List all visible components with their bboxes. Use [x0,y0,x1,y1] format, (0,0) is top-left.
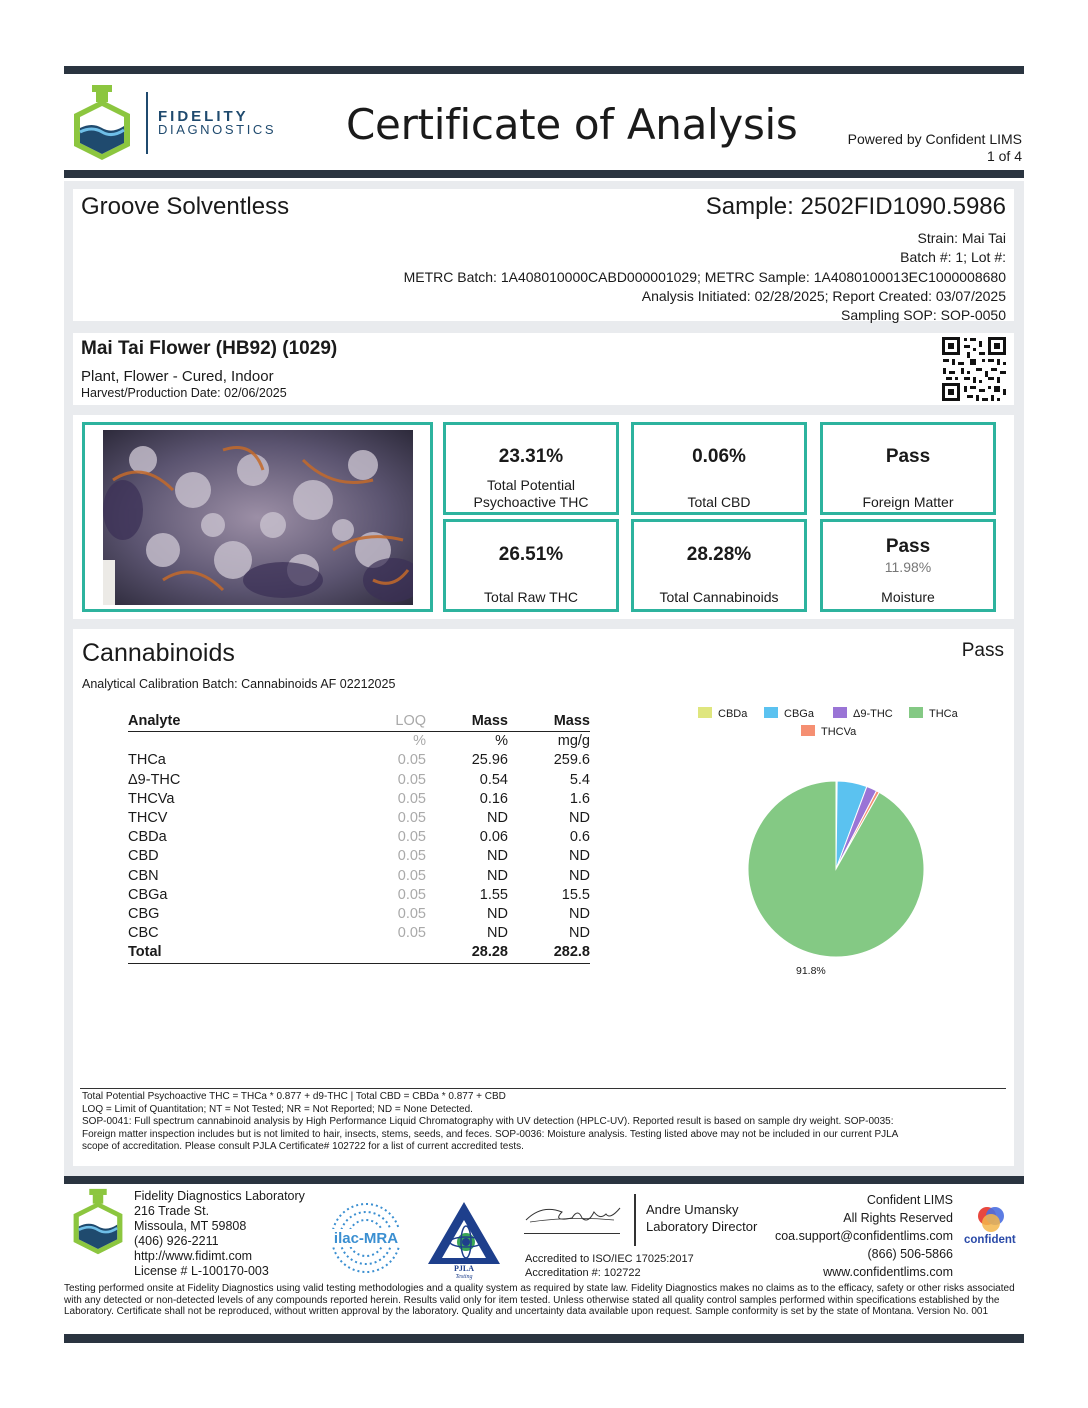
analyte: CBN [128,867,159,884]
mass-pct: ND [487,867,508,884]
col-mass-pct: Mass [426,712,508,732]
legend-label: CBDa [718,708,748,720]
lab-city: Missoula, MT 59808 [134,1219,247,1233]
summary-box-total-thc [443,422,619,515]
col-loq: LOQ [378,712,426,732]
unit-analyte [128,732,378,752]
mass-pct: 1.55 [479,886,508,903]
table-header [128,712,590,732]
summary-label: Total CBD [687,494,751,510]
accreditation-standard: Accredited to ISO/IEC 17025:2017 [525,1253,694,1265]
lab-website: http://www.fidimt.com [134,1249,253,1263]
legend-swatch [764,707,778,718]
unit-loq: % [413,733,426,750]
summary-label: Moisture [881,589,935,605]
legend-swatch [698,707,712,718]
analyte: Δ9-THC [128,771,181,788]
mass-mg: ND [569,925,590,942]
loq: 0.05 [397,829,426,846]
confident-info [775,1191,953,1281]
table-row [128,905,590,924]
summary-value: Pass [885,536,931,557]
summary-label: Total Raw THC [484,589,578,605]
summary-label [446,477,616,511]
table-row [128,790,590,809]
legend-item-thcva [801,725,856,738]
director-info [646,1201,757,1235]
summary-label: Total Cannabinoids [659,589,779,605]
mass-mg: ND [569,848,590,865]
powered-by-text: Powered by Confident LIMS [847,131,1022,147]
confident-name: Confident LIMS [866,1193,953,1207]
col-analyte: Analyte [128,712,378,732]
confident-logo-text: confident [964,1234,1016,1246]
mass-mg: 15.5 [561,886,590,903]
total-row [128,943,590,963]
fidelity-footer-logo-icon [70,1188,126,1256]
signature-line [524,1233,620,1234]
loq: 0.05 [397,752,426,769]
harvest-date: Harvest/Production Date: 02/06/2025 [81,386,287,400]
ilac-mra-logo-icon [328,1202,404,1274]
mass-pct: 25.96 [471,752,508,769]
mass-mg: 259.6 [553,752,590,769]
pjla-subtext: Testing [455,1274,473,1280]
metrc-ids: METRC Batch: 1A408010000CABD000001029; METRC Sample: 1A4080100013EC1000008680 [403,268,1006,285]
analyte: Total [128,943,378,963]
confident-email: coa.support@confidentlims.com [774,1229,953,1243]
loq: 0.05 [397,886,426,903]
flower-image [103,430,413,605]
note-line: Total Potential Psychoactive THC = THCa * 0.877 + d9-THC | Total CBD = CBDa * 0.877 + CBD [82,1091,506,1102]
summary-value: Pass [885,446,931,467]
table-row [128,847,590,866]
analysis-dates: Analysis Initiated: 02/28/2025; Report Created: 03/07/2025 [641,287,1006,304]
table-row [128,771,590,790]
summary-box-raw-thc [443,519,619,612]
legend-swatch [909,707,923,718]
summary-value: 28.28% [686,544,752,565]
summary-value: 26.51% [498,544,564,565]
accreditation-info [525,1252,694,1280]
summary-value: 23.31% [498,446,564,467]
mass-mg: ND [569,810,590,827]
legend-label: Δ9-THC [853,708,893,720]
mass-mg: ND [569,867,590,884]
product-name: Mai Tai Flower (HB92) (1029) [81,338,338,359]
confident-website: www.confidentlims.com [823,1265,953,1279]
pie-slice-thca [748,781,924,957]
summary-label-line2: Psychoactive THC [473,494,589,510]
top-bar [64,66,1024,74]
qr-code-icon [941,336,1007,402]
footer-bottom-bar [64,1334,1024,1343]
summary-value: 0.06% [692,446,746,467]
ilac-text: ilac-MRA [333,1230,399,1247]
strain: Strain: Mai Tai [917,230,1006,246]
summary-label-line1: Total Potential [487,477,575,493]
mass-pct: ND [487,906,508,923]
confident-phone: (866) 506-5866 [867,1247,953,1261]
fidelity-logo-icon [70,84,134,162]
mass-mg: 0.6 [569,829,590,846]
loq: 0.05 [397,867,426,884]
note-line: scope of accreditation. Please consult PJLA Certificate# 102722 for a list of current accredited tests. [82,1141,524,1153]
table-row [128,867,590,886]
legend-swatch [833,707,847,718]
legend-label: THCVa [821,726,857,738]
analyte: CBDa [128,829,167,846]
loq: 0.05 [397,771,426,788]
mass-pct: ND [487,848,508,865]
lab-name: Fidelity Diagnostics Laboratory [134,1189,305,1203]
brand-name: FIDELITY [158,108,249,125]
pjla-text: PJLA [454,1264,474,1273]
loq: 0.05 [397,790,426,807]
legend-swatch [801,725,815,736]
mass-pct: 28.28 [426,943,508,963]
summary-box-foreign-matter [820,422,996,515]
disclaimer: Testing performed onsite at Fidelity Diagnostics using valid testing methodologies and a quality system as required by state law. Fidelity Diagnostics makes no claims as to the efficacy, safety or other risks associated with any detected or non-detected levels of any compounds reported herein. Results valid only for item tested. Unless otherwise stated all quality control samples performed within specifications established by the Laboratory. Certificate shall not be reproduced, without written approval by the laboratory. Quality and uncertainty data available upon request. Sample conformity is set by the state of Montana. Version No. 001 [64,1283,1015,1318]
footer-top-bar [64,1176,1024,1184]
analyte: THCa [128,752,166,769]
signature-image [522,1198,622,1230]
method-notes [82,1091,1012,1154]
client-panel [64,181,1024,331]
table-row [128,751,590,770]
unit-mg: mg/g [557,733,590,750]
powered-by [848,131,1022,165]
analyte: CBG [128,906,160,923]
summary-box-moisture [820,519,996,612]
mass-pct: ND [487,810,508,827]
loq: 0.05 [397,906,426,923]
page-title: Certificate of Analysis [346,100,798,149]
confident-logo-icon [976,1204,1006,1234]
header-bottom-bar [64,170,1024,178]
mass-pct: 0.54 [479,771,508,788]
client-card [73,189,1014,324]
sample-id: Sample: 2502FID1090.5986 [705,193,1006,220]
note-line: LOQ = Limit of Quantitation; NT = Not Tested; NR = Not Reported; ND = None Detected. [82,1103,473,1115]
pjla-logo-icon [426,1200,502,1280]
note-line: SOP-0041: Full spectrum cannabinoid analysis by High Performance Liquid Chromatography with UV detection (HPLC-UV). Reported result is based on sample dry weight. SOP-0035: [82,1116,894,1128]
units-row [128,732,590,752]
table-row [128,809,590,828]
summary-label: Foreign Matter [862,494,954,510]
legend-item-cbga [764,707,814,720]
legend-item-d9thc [833,707,893,720]
lab-phone: (406) 926-2211 [134,1234,219,1248]
mass-mg: 5.4 [569,771,590,788]
brand-divider [146,92,148,154]
sampling-sop: Sampling SOP: SOP-0050 [841,307,1006,324]
cannabinoid-pie-chart [740,773,932,965]
calibration-batch: Analytical Calibration Batch: Cannabinoids AF 02212025 [82,677,396,691]
analyte: THCVa [128,790,175,807]
mass-mg: 282.8 [508,943,590,963]
section-status: Pass [961,640,1004,661]
analyte: THCV [128,810,168,827]
accreditation-number: Accreditation #: 102722 [525,1267,641,1279]
loq: 0.05 [397,848,426,865]
director-name: Andre Umansky [646,1202,739,1217]
analyte: CBC [128,925,159,942]
col-mass-mg: Mass [508,712,590,732]
client-name: Groove Solventless [81,193,290,220]
page-number: 1 of 4 [986,148,1022,164]
table-row [128,828,590,847]
signature-divider [634,1194,636,1246]
lab-info [134,1189,305,1279]
analyte: CBD [128,848,159,865]
legend-item-thca [909,707,958,720]
mass-mg: 1.6 [569,790,590,807]
section-title: Cannabinoids [82,639,235,667]
legend-item-cbda [698,707,747,720]
cannabinoids-table [128,712,590,964]
summary-subvalue: 11.98% [884,559,932,575]
sample-details [404,229,1006,325]
loq: 0.05 [397,925,426,942]
legend-label: CBGa [784,708,814,720]
product-photo [82,422,433,612]
notes-divider [80,1088,1006,1089]
unit-pct: % [495,733,508,750]
loq [378,943,426,963]
lab-street: 216 Trade St. [134,1204,210,1218]
loq: 0.05 [397,810,426,827]
legend-label: THCa [929,708,958,720]
confident-rights: All Rights Reserved [843,1211,953,1225]
summary-box-total-cbd [631,422,807,515]
pie-data-label: 91.8% [796,965,826,977]
batch-lot: Batch #: 1; Lot #: [900,249,1006,266]
analyte: CBGa [128,886,168,903]
mass-pct: 0.06 [479,829,508,846]
table-row [128,886,590,905]
mass-pct: 0.16 [479,790,508,807]
lab-license: License # L-100170-003 [134,1264,269,1278]
product-type: Plant, Flower - Cured, Indoor [81,368,274,385]
director-title: Laboratory Director [646,1219,758,1234]
brand-subname: DIAGNOSTICS [158,122,277,137]
mass-mg: ND [569,906,590,923]
summary-box-total-cannabinoids [631,519,807,612]
mass-pct: ND [487,925,508,942]
product-card [73,333,1014,405]
note-line: Foreign matter inspection includes but is not limited to hair, insects, stems, seeds, and feces. SOP-0036: Moisture analysis. Testing listed above may not be included in our current PJLA [82,1128,899,1140]
table-row [128,924,590,943]
